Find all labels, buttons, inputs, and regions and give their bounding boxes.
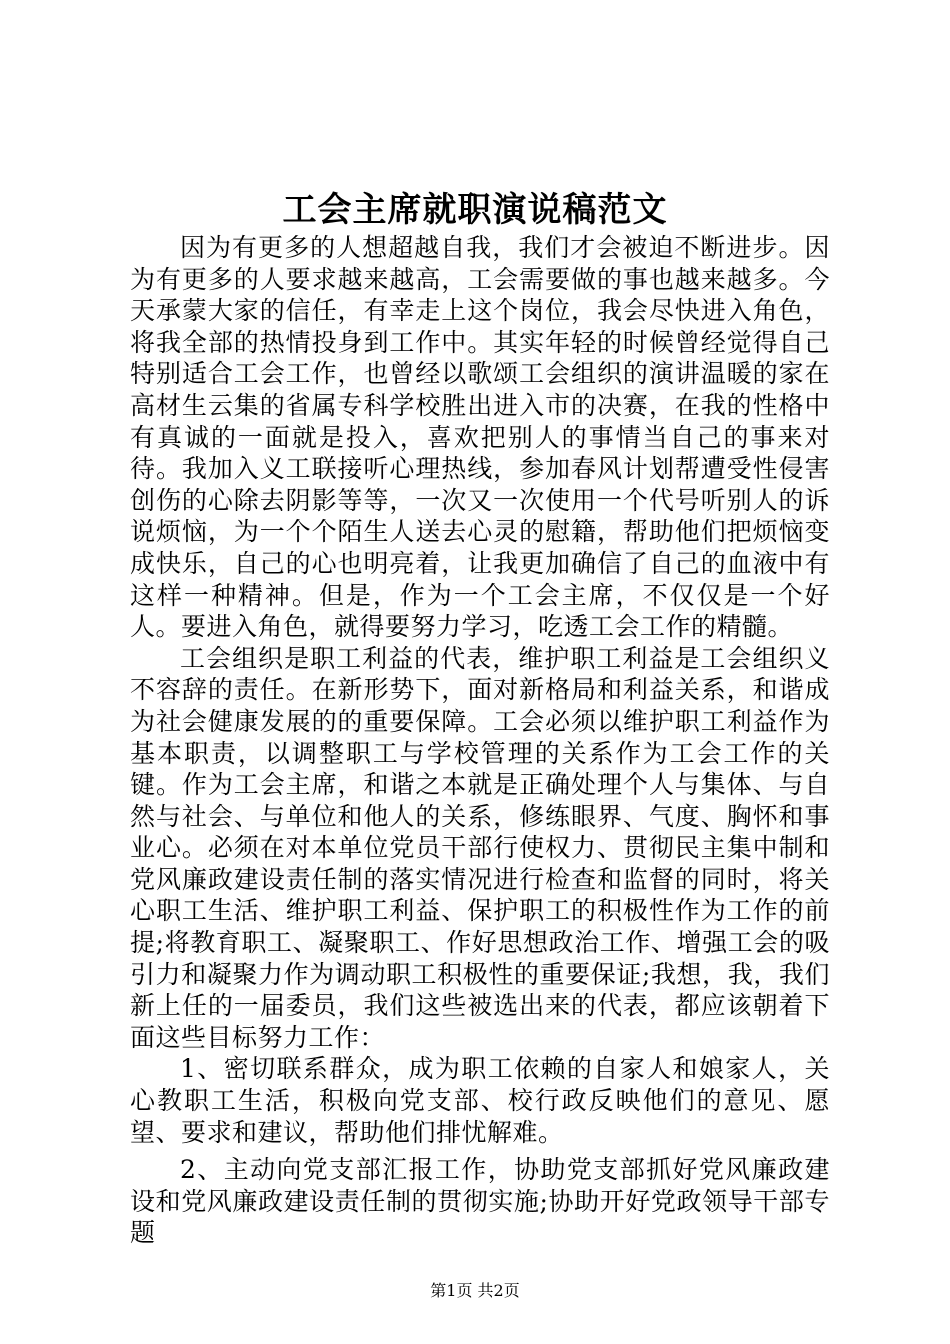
paragraph-2: 工会组织是职工利益的代表，维护职工利益是工会组织义不容辞的责任。在新形势下，面对新格局和利益关系，和谐成为社会健康发展的的重要保障。工会必须以维护职工利益作为基本职责，以调整职工与学校管理的关系作为工会工作的关键。作为工会主席，和谐之本就是正确处理个人与集体、与自然与社会、与单位和他人的关系，修练眼界、气度、胸怀和事业心。必须在对本单位党员干部行使权力、贯彻民主集中制和党风廉政建设责任制的落实情况进行检查和监督的同时，将关心职工生活、维护职工利益、保护职工的积极性作为工作的前提;将教育职工、凝聚职工、作好思想政治工作、增强工会的吸引力和凝聚力作为调动职工积极性的重要保证;我想，我，我们新上任的一届委员，我们这些被选出来的代表，都应该朝着下面这些目标努力工作： [130, 643, 830, 1052]
document-title: 工会主席就职演说稿范文 [282, 190, 668, 230]
page-footer: 第1页 共2页 [430, 1281, 520, 1300]
paragraph-1: 因为有更多的人想超越自我，我们才会被迫不断进步。因为有更多的人要求越来越高，工会需要做的事也越来越多。今天承蒙大家的信任，有幸走上这个岗位，我会尽快进入角色，将我全部的热情投身到工作中。其实年轻的时候曾经觉得自己特别适合工会工作，也曾经以歌颂工会组织的演讲温暖的家在高材生云集的省属专科学校胜出进入市的决赛，在我的性格中有真诚的一面就是投入，喜欢把别人的事情当自己的事来对待。我加入义工联接听心理热线，参加春风计划帮遭受性侵害创伤的心除去阴影等等，一次又一次使用一个代号听别人的诉说烦恼，为一个个陌生人送去心灵的慰籍，帮助他们把烦恼变成快乐，自己的心也明亮着，让我更加确信了自己的血液中有这样一种精神。但是，作为一个工会主席，不仅仅是一个好人。要进入角色，就得要努力学习，吃透工会工作的精髓。 [130, 233, 830, 642]
paragraph-4: 2、主动向党支部汇报工作，协助党支部抓好党风廉政建设和党风廉政建设责任制的贯彻实施;协助开好党政领导干部专题 [130, 1155, 830, 1248]
paragraph-3: 1、密切联系群众，成为职工依赖的自家人和娘家人，关心教职工生活，积极向党支部、校行政反映他们的意见、愿望、要求和建议，帮助他们排忧解难。 [130, 1054, 830, 1147]
document-body [130, 232, 830, 1249]
